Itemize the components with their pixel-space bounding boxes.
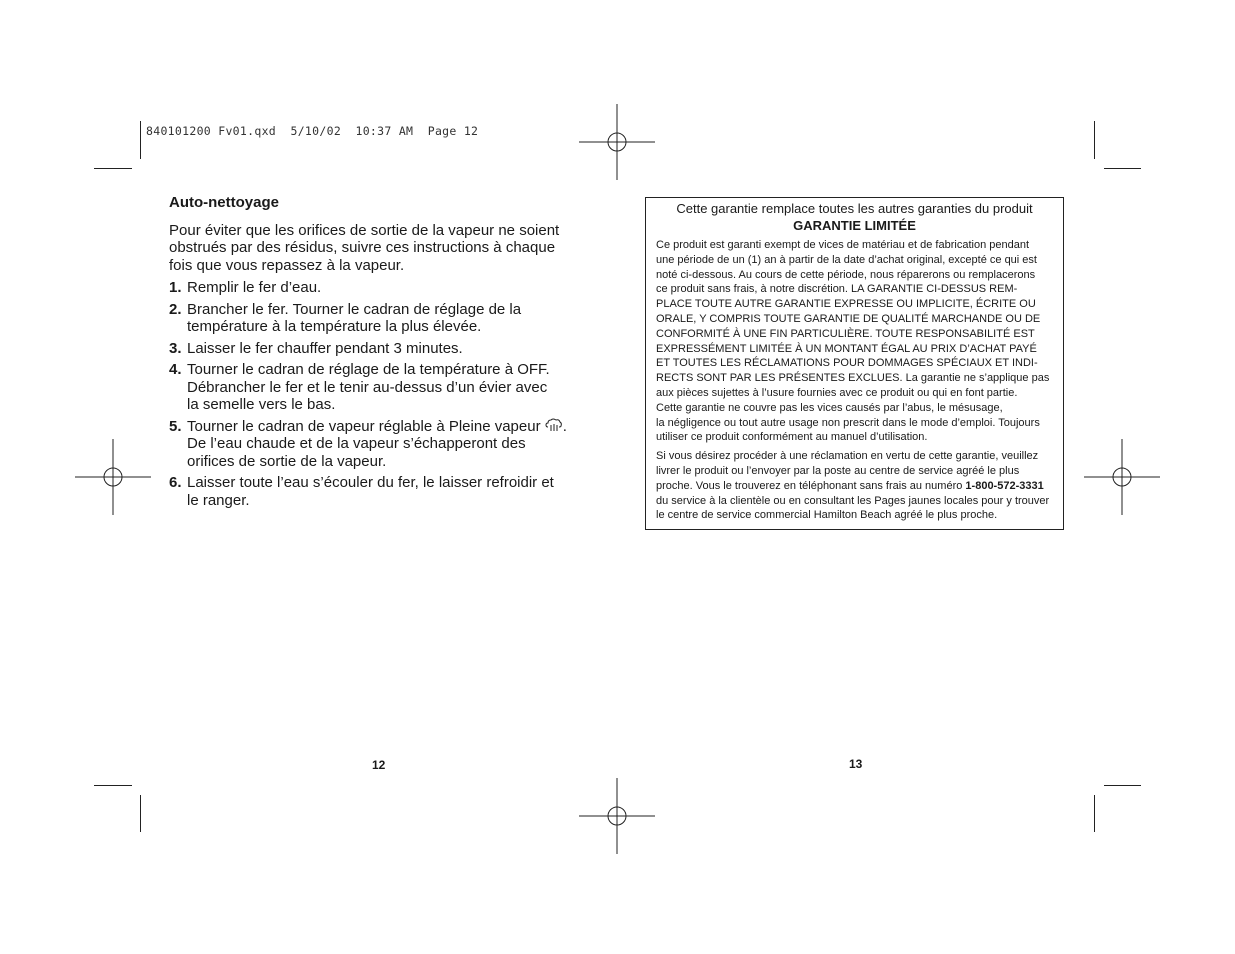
self-cleaning-section [169,194,579,513]
print-slug: 840101200 Fv01.qxd 5/10/02 10:37 AM Page 12 [146,124,479,138]
text-line: le centre de service commercial Hamilton Beach agréé le plus proche. [656,509,998,522]
warranty-box [645,197,1064,530]
text-line: la semelle vers le bas. [187,396,336,413]
crop-mark [1094,795,1095,832]
text-line: RECTS SONT PAR LES PRÉSENTES EXCLUES. La garantie ne s’applique pas [656,372,1050,385]
text-line: du service à la clientèle ou en consultant les Pages jaunes locales pour y trouver [656,494,1050,507]
crop-mark [1104,785,1141,786]
warranty-paragraph [656,238,1063,445]
text-line: Pour éviter que les orifices de sortie de la vapeur ne soient [169,221,560,239]
text-line: Laisser toute l’eau s’écouler du fer, le laisser refroidir et [187,474,554,491]
text-line: EXPRESSÉMENT LIMITÉE À UN MONTANT ÉGAL AU PRIX D’ACHAT PAYÉ [656,342,1037,355]
step-number: 5. [169,417,182,435]
text-line: le ranger. [187,491,250,509]
text-line: . [562,417,567,435]
text-line: Débrancher le fer et le tenir au-dessus d’un évier avec [187,378,548,396]
step-number: 6. [169,474,182,491]
text-line: PLACE TOUTE AUTRE GARANTIE EXPRESSE OU IMPLICITE, ÉCRITE OU [656,298,1036,311]
page-number-right: 13 [849,757,863,771]
text-line: Tourner le cadran de vapeur réglable à Pleine vapeur [187,417,541,435]
registration-mark-icon [579,104,655,180]
crop-mark [94,785,132,786]
text-line: obstrués par des résidus, suivre ces instructions à chaque [169,239,556,256]
text-line: ET TOUTES LES RÉCLAMATIONS POUR DOMMAGES SPÉCIAUX ET INDI- [656,357,1038,370]
text-line: Laisser le fer chauffer pendant 3 minutes. [187,339,463,357]
step-item [169,279,579,297]
step-item [169,361,579,414]
text-line: Tourner le cadran de réglage de la température à OFF. [187,361,550,378]
crop-mark [140,795,141,832]
step-number: 3. [169,339,182,357]
text-line: De l’eau chaude et de la vapeur s’échapperont des [187,435,526,452]
step-number: 4. [169,361,182,378]
text-line: la négligence ou tout autre usage non prescrit dans le mode d’emploi. Toujours [656,416,1040,429]
text-line: Si vous désirez procéder à une réclamation en vertu de cette garantie, veuillez [656,450,1039,463]
text-line: température à la température la plus élevée. [187,318,482,335]
text-line: utiliser ce produit conformément au manuel d’utilisation. [656,431,928,444]
step-item [169,340,579,358]
step-item [169,474,579,509]
crop-mark [140,121,141,159]
text-line: CONFORMITÉ À UNE FIN PARTICULIÈRE. TOUTE RESPONSABILITÉ EST [656,327,1035,340]
warranty-heading: GARANTIE LIMITÉE [793,218,916,233]
text-line: Ce produit est garanti exempt de vices de matériau et de fabrication pendant [656,239,1030,251]
text-line: noté ci-dessous. Au cours de cette période, nous réparerons ou remplacerons [656,268,1036,281]
text-line: Remplir le fer d’eau. [187,279,322,296]
text-line: Cette garantie ne couvre pas les vices causés par l’abus, le mésusage, [656,401,1003,414]
text-line: fois que vous repassez à la vapeur. [169,256,405,274]
section-heading: Auto-nettoyage [169,194,279,211]
crop-mark [1104,168,1141,169]
text-line: orifices de sortie de la vapeur. [187,452,387,470]
registration-mark-icon [75,439,151,515]
claim-paragraph [656,449,1063,523]
text-line: une période de un (1) an à partir de la date d’achat original, excepté ce qui est [656,253,1037,266]
steam-burst-icon [545,418,563,432]
page-number-left: 12 [372,758,386,772]
intro-paragraph [169,222,579,275]
steps-list [169,279,579,509]
crop-mark [1094,121,1095,159]
registration-mark-icon [1084,439,1160,515]
step-item [169,418,579,471]
step-number: 1. [169,279,182,296]
step-item [169,301,579,336]
registration-mark-icon [579,778,655,854]
text-line: livrer le produit ou l’envoyer par la poste au centre de service agréé le plus [656,464,1020,477]
warranty-intro: Cette garantie remplace toutes les autres garanties du produit [676,201,1033,216]
text-line: proche. Vous le trouverez en téléphonant sans frais au numéro [656,479,966,492]
text-line: ORALE, Y COMPRIS TOUTE GARANTIE DE QUALITÉ MARCHANDE OU DE [656,312,1041,325]
text-line: Brancher le fer. Tourner le cadran de réglage de la [187,300,522,318]
step-number: 2. [169,300,182,318]
phone-number: 1-800-572-3331 [965,479,1044,492]
crop-mark [94,168,132,169]
text-line: ce produit sans frais, à notre discrétion. LA GARANTIE CI-DESSUS REM- [656,283,1018,296]
text-line: aux pièces sujettes à l’usure fournies avec ce produit ou qui en font partie. [656,386,1018,399]
